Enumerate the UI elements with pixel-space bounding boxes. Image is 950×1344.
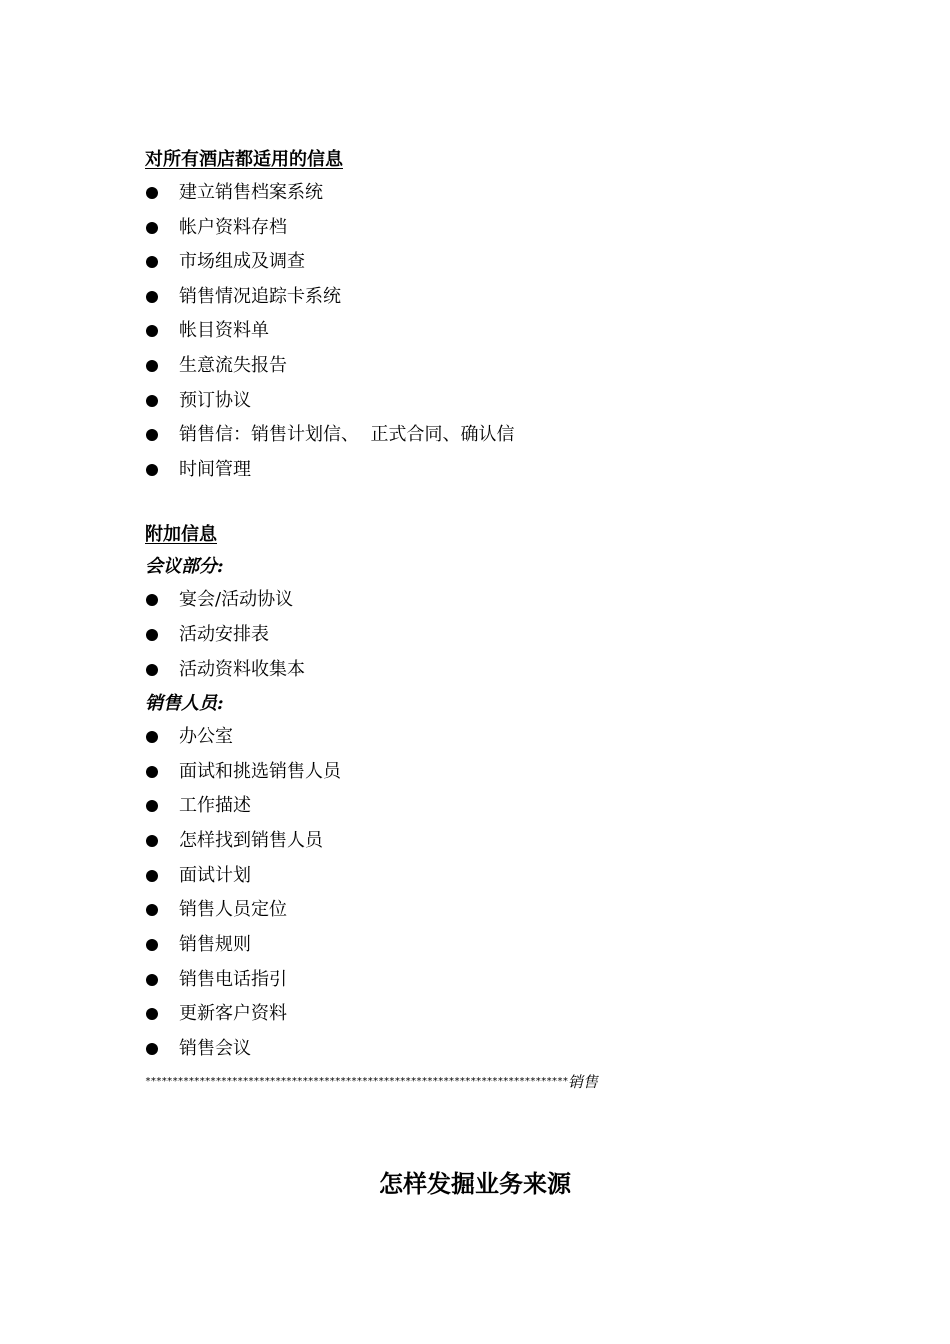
bullet-icon — [146, 974, 158, 986]
bullet-icon — [146, 1008, 158, 1020]
list-item: 销售信：销售计划信、 正式合同、确认信 — [145, 422, 514, 448]
list-item: 怎样找到销售人员 — [145, 828, 323, 854]
list-item: 时间管理 — [145, 457, 251, 483]
list-item: 活动安排表 — [145, 622, 269, 648]
list-item: 帐户资料存档 — [145, 215, 287, 241]
bullet-icon — [146, 766, 158, 778]
list-item: 办公室 — [145, 724, 233, 750]
list-item: 建立销售档案系统 — [145, 180, 323, 206]
bullet-icon — [146, 291, 158, 303]
bullet-icon — [146, 939, 158, 951]
list-item: 生意流失报告 — [145, 353, 287, 379]
list-item: 面试和挑选销售人员 — [145, 759, 341, 785]
bullet-icon — [146, 429, 158, 441]
separator-line — [145, 1071, 785, 1093]
bullet-icon — [146, 464, 158, 476]
bullet-icon — [146, 731, 158, 743]
list-item: 销售规则 — [145, 932, 251, 958]
bullet-icon — [146, 187, 158, 199]
bullet-icon — [146, 1043, 158, 1055]
list-item: 活动资料收集本 — [145, 657, 305, 683]
list-item: 工作描述 — [145, 793, 251, 819]
list-item: 销售电话指引 — [145, 967, 287, 993]
section-heading-general-info: 对所有酒店都适用的信息 — [145, 149, 343, 170]
bullet-icon — [146, 256, 158, 268]
bullet-icon — [146, 325, 158, 337]
list-item: 预订协议 — [145, 388, 251, 414]
bullet-icon — [146, 835, 158, 847]
separator-tag: 销售 — [567, 1073, 598, 1091]
bullet-icon — [146, 664, 158, 676]
separator-stars: ****************************************************************************** — [145, 1076, 568, 1087]
bullet-icon — [146, 360, 158, 372]
bullet-icon — [146, 395, 158, 407]
list-item: 面试计划 — [145, 863, 251, 889]
list-item: 销售情况追踪卡系统 — [145, 284, 341, 310]
bullet-icon — [146, 870, 158, 882]
subsection-label-sales-staff: 销售人员: — [145, 693, 224, 714]
list-item: 宴会/活动协议 — [145, 587, 293, 613]
section-heading-additional-info: 附加信息 — [145, 524, 217, 545]
bullet-icon — [146, 222, 158, 234]
bullet-icon — [146, 800, 158, 812]
list-item: 市场组成及调查 — [145, 249, 305, 275]
page-title: 怎样发掘业务来源 — [379, 1169, 571, 1198]
subsection-label-meeting: 会议部分: — [145, 556, 224, 577]
list-item: 更新客户资料 — [145, 1001, 287, 1027]
list-item: 销售人员定位 — [145, 897, 287, 923]
list-item: 帐目资料单 — [145, 318, 269, 344]
bullet-icon — [146, 594, 158, 606]
bullet-icon — [146, 629, 158, 641]
list-item: 销售会议 — [145, 1036, 251, 1062]
bullet-icon — [146, 904, 158, 916]
